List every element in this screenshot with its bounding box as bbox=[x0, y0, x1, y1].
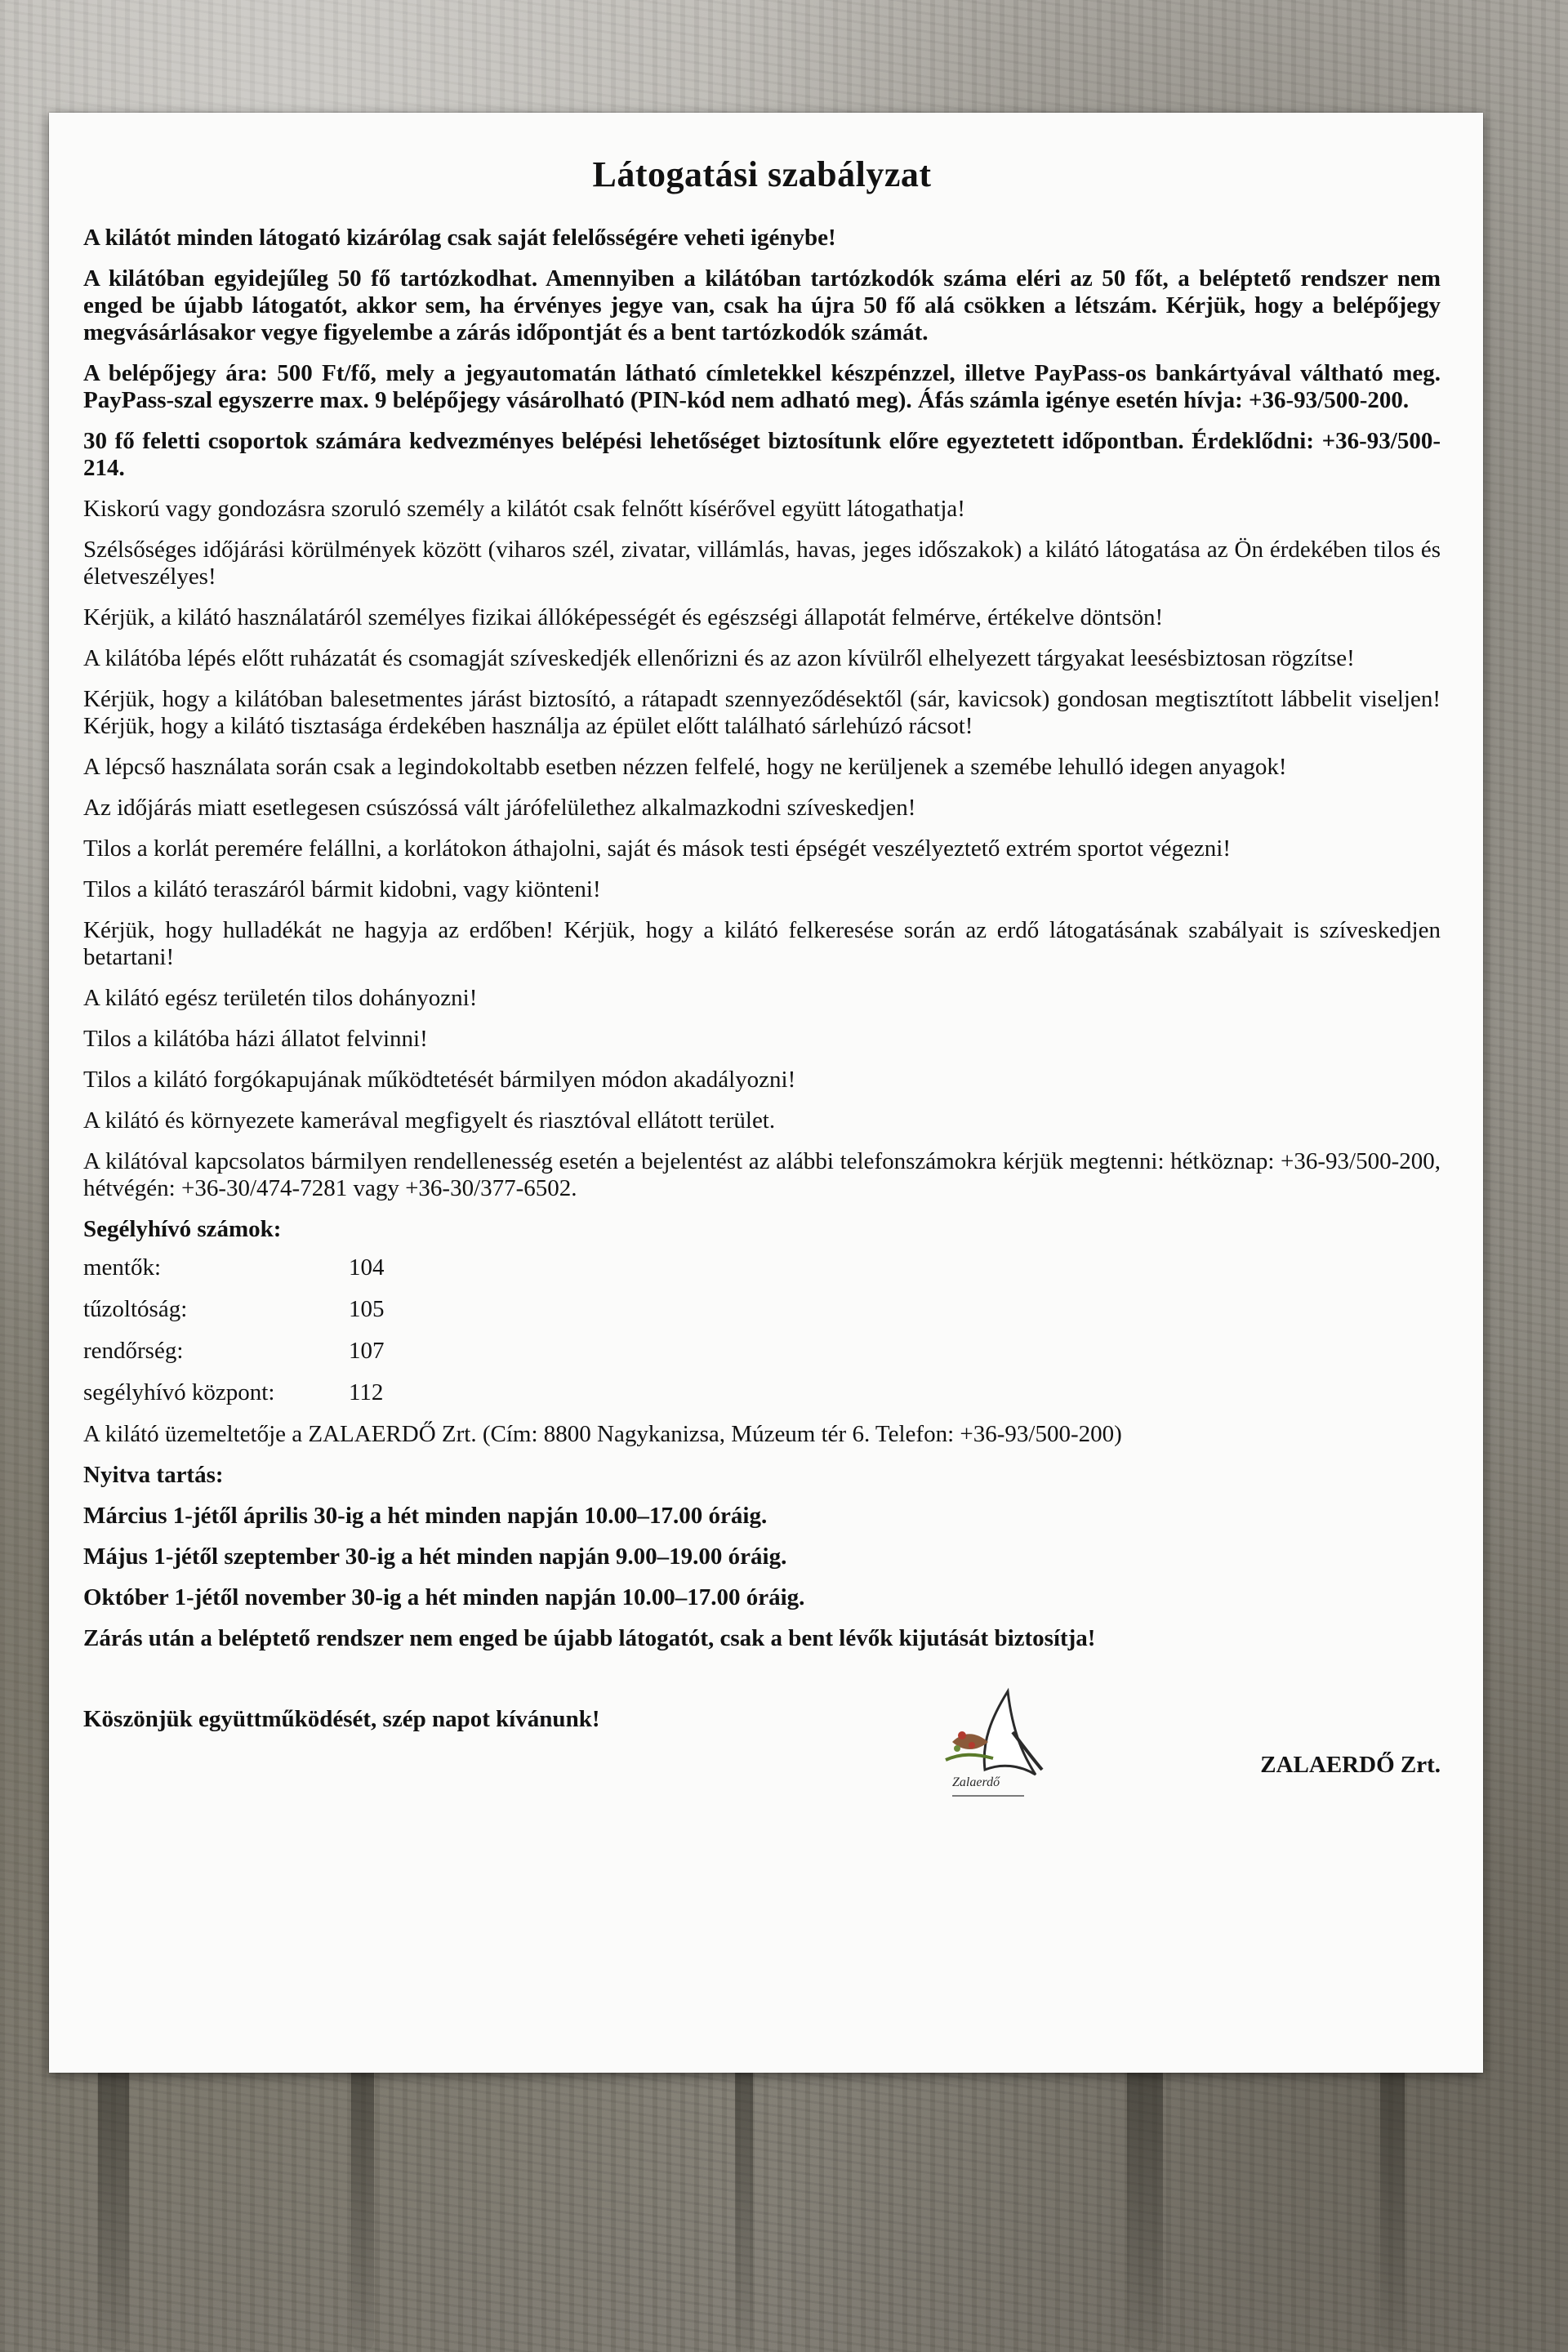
rule-paragraph: Tilos a kilátó forgókapujának működtetését bármilyen módon akadályozni! bbox=[83, 1067, 796, 1093]
opening-line: Zárás után a beléptető rendszer nem enged be újabb látogatót, csak a bent lévők kijutását biztosítja! bbox=[83, 1625, 1096, 1651]
emergency-label: mentők: bbox=[83, 1254, 162, 1281]
operator-line: A kilátó üzemeltetője a ZALAERDŐ Zrt. (Cím: 8800 Nagykanizsa, Múzeum tér 6. Telefon: +36-93/500-200) bbox=[83, 1421, 1122, 1447]
opening-heading: Nyitva tartás: bbox=[83, 1462, 224, 1488]
rule-paragraph: Kérjük, hogy a kilátóban balesetmentes járást biztosító, a rátapadt szennyeződésektől (sár, kavicsok) gondosan megtisztított lábbelit viseljen! Kérjük, hogy a kilátó tisztasága érdekében használja az épület előtt található sárlehúzó rácsot! bbox=[83, 686, 1441, 739]
rule-paragraph: Tilos a kilátóba házi állatot felvinni! bbox=[83, 1026, 428, 1052]
opening-line: Május 1-jétől szeptember 30-ig a hét minden napján 9.00–19.00 óráig. bbox=[83, 1544, 787, 1570]
opening-line: Október 1-jétől november 30-ig a hét minden napján 10.00–17.00 óráig. bbox=[83, 1584, 805, 1610]
emergency-label: segélyhívó központ: bbox=[83, 1379, 275, 1405]
wall-stain bbox=[1380, 2058, 1405, 2352]
emergency-row bbox=[83, 1338, 1441, 1365]
emergency-heading: Segélyhívó számok: bbox=[83, 1216, 282, 1242]
rule-paragraph: Tilos a korlát peremére felállni, a korlátokon áthajolni, saját és mások testi épségét veszélyeztető extrém sportot végezni! bbox=[83, 835, 1231, 862]
rule-paragraph: Kérjük, hogy hulladékát ne hagyja az erdőben! Kérjük, hogy a kilátó felkeresése során az erdő látogatásának szabályait is szíveskedjen betartani! bbox=[83, 917, 1441, 970]
rule-paragraph: A lépcső használata során csak a legindokoltabb esetben nézzen felfelé, hogy ne kerüljenek a szemébe lehulló idegen anyagok! bbox=[83, 754, 1287, 780]
rule-paragraph: A kilátóban egyidejűleg 50 fő tartózkodhat. Amennyiben a kilátóban tartózkodók száma eléri az 50 főt, a beléptető rendszer nem enged be újabb látogatót, akkor sem, ha érvényes jegye van, csak ha újra 50 fő alá csökken a létszám. Kérjük, hogy a belépőjegy megvásárlásakor vegye figyelembe a zárás időpontját és a bent tartózkodók számát. bbox=[83, 265, 1441, 345]
rule-paragraph: A kilátóba lépés előtt ruházatát és csomagját szíveskedjék ellenőrizni és az azon kívülről elhelyezett tárgyakat leesésbiztosan rögzítse! bbox=[83, 645, 1355, 671]
emergency-label: rendőrség: bbox=[83, 1338, 184, 1364]
thanks-text: Köszönjük együttműködését, szép napot kívánunk! bbox=[83, 1706, 600, 1732]
wall-stain bbox=[351, 2058, 374, 2352]
emergency-number: 107 bbox=[349, 1338, 385, 1364]
opening-line: Március 1-jétől április 30-ig a hét minden napján 10.00–17.00 óráig. bbox=[83, 1503, 768, 1529]
closing-section bbox=[83, 1685, 1441, 1815]
emergency-number: 112 bbox=[349, 1379, 384, 1405]
rule-paragraph: Tilos a kilátó teraszáról bármit kidobni, vagy kiönteni! bbox=[83, 876, 601, 902]
wall-stain bbox=[98, 2058, 129, 2352]
rule-paragraph: A kilátót minden látogató kizárólag csak saját felelősségére veheti igénybe! bbox=[83, 225, 836, 251]
rule-paragraph: A kilátóval kapcsolatos bármilyen rendellenesség esetén a bejelentést az alábbi telefonszámokra kérjük megtenni: hétköznap: +36-93/500-200, hétvégén: +36-30/474-7281 vagy +36-30/377-6502. bbox=[83, 1148, 1441, 1201]
logo-text: Zalaerdő bbox=[952, 1775, 1000, 1789]
sign-title: Látogatási szabályzat bbox=[592, 154, 932, 194]
rule-paragraph: Kiskorú vagy gondozásra szoruló személy a kilátót csak felnőtt kísérővel együtt látogathatja! bbox=[83, 496, 965, 522]
emergency-number: 104 bbox=[349, 1254, 385, 1281]
emergency-number: 105 bbox=[349, 1296, 385, 1322]
zalaerdo-logo bbox=[928, 1685, 1058, 1807]
emergency-row bbox=[83, 1379, 1441, 1406]
rule-paragraph: Kérjük, a kilátó használatáról személyes fizikai állóképességét és egészségi állapotát felmérve, értékelve döntsön! bbox=[83, 604, 1164, 630]
company-name: ZALAERDŐ Zrt. bbox=[1260, 1752, 1441, 1778]
rule-paragraph: Az időjárás miatt esetlegesen csúszóssá vált járófelülethez alkalmazkodni szíveskedjen! bbox=[83, 795, 916, 821]
wall-stain bbox=[1127, 2058, 1163, 2352]
emergency-row bbox=[83, 1296, 1441, 1323]
rules-sign bbox=[49, 113, 1483, 2073]
rule-paragraph: A kilátó és környezete kamerával megfigyelt és riasztóval ellátott terület. bbox=[83, 1107, 776, 1134]
rule-paragraph: 30 fő feletti csoportok számára kedvezményes belépési lehetőséget biztosítunk előre egyeztetett időpontban. Érdeklődni: +36-93/500-214. bbox=[83, 428, 1441, 481]
emergency-row bbox=[83, 1254, 1441, 1281]
rule-paragraph: Szélsőséges időjárási körülmények között (viharos szél, zivatar, villámlás, havas, jeges időszakok) a kilátó látogatása az Ön érdekében tilos és életveszélyes! bbox=[83, 537, 1441, 590]
emergency-label: tűzoltóság: bbox=[83, 1296, 188, 1322]
wall-stain bbox=[735, 2058, 753, 2352]
rule-paragraph: A belépőjegy ára: 500 Ft/fő, mely a jegyautomatán látható címletekkel készpénzzel, illetve PayPass-os bankártyával váltható meg. PayPass-szal egyszerre max. 9 belépőjegy vásárolható (PIN-kód nem adható meg). Áfás számla igénye esetén hívja: +36-93/500-200. bbox=[83, 360, 1441, 413]
rule-paragraph: A kilátó egész területén tilos dohányozni! bbox=[83, 985, 478, 1011]
